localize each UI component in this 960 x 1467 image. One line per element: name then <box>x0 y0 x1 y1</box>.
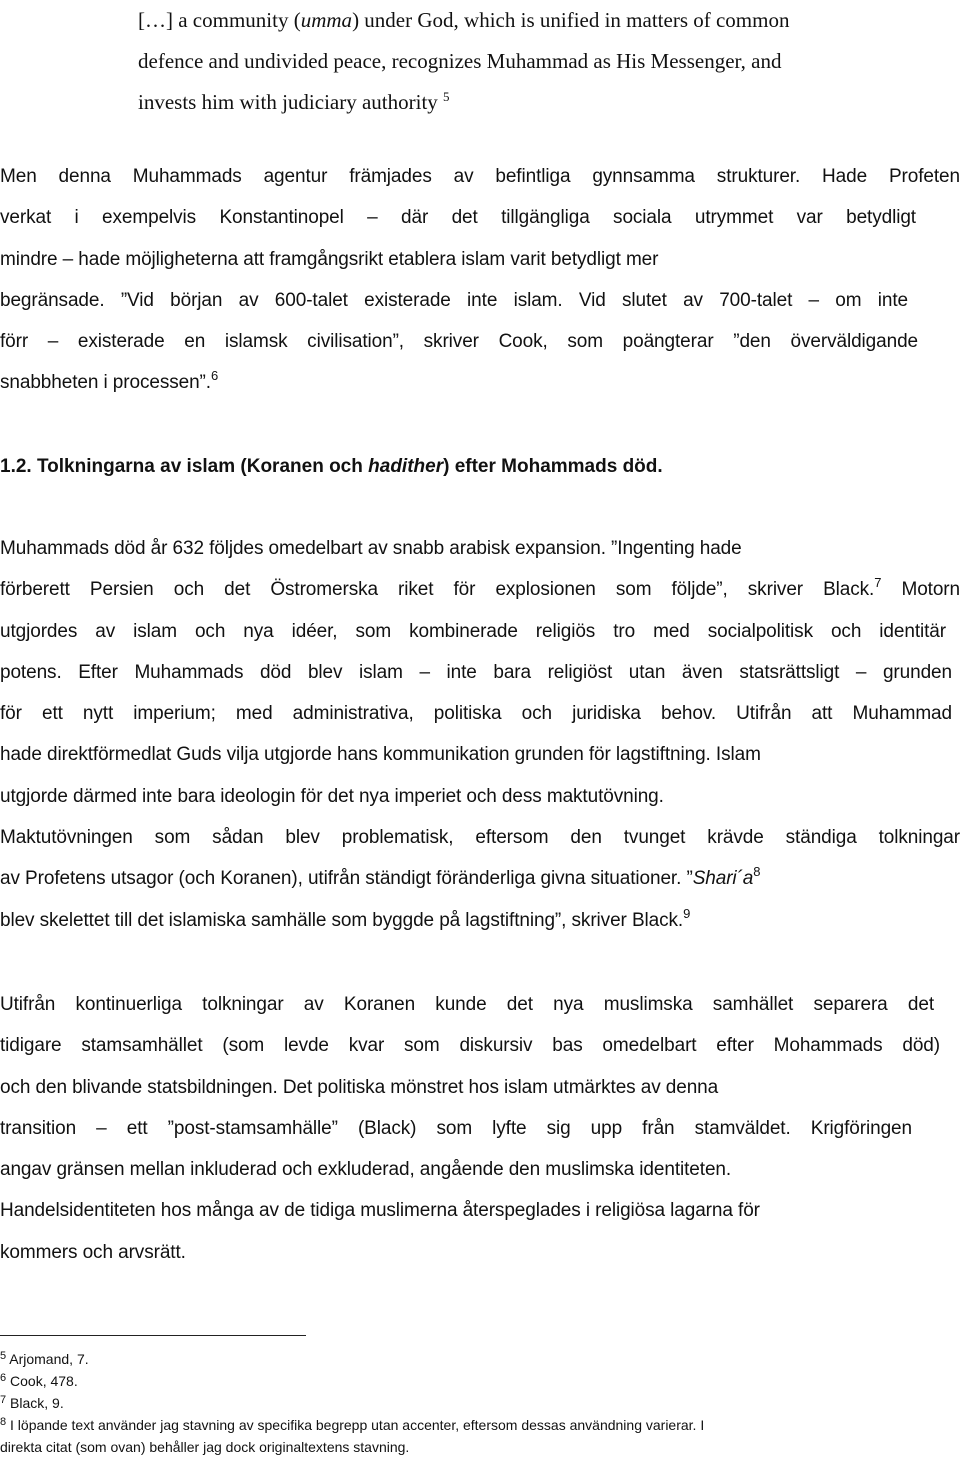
heading-italic-term: hadither <box>368 456 444 477</box>
text-line: utgjorde därmed inte bara ideologin för det nya imperiet och dess maktutövning. <box>0 785 664 807</box>
text-line: snabbheten i processen”.$^6$ <box>0 368 219 394</box>
footnote-6: $^6$ Cook, 478. <box>0 1372 78 1389</box>
text-line: mindre – hade möjligheterna att framgångsrikt etablera islam varit betydligt mer <box>0 248 659 270</box>
text-line: Handelsidentiteten hos många av de tidiga muslimerna återspeglades i religiösa lagarna för <box>0 1200 760 1222</box>
quote-italic-term: umma <box>300 8 353 32</box>
paragraph-2 <box>0 528 960 941</box>
text-line: potens. Efter Muhammads död blev islam – inte bara religiöst utan även statsrättsligt – grunden <box>0 661 952 683</box>
quote-line: […] a community (umma) under God, which is unified in matters of common <box>138 8 790 32</box>
text-line: kommers och arvsrätt. <box>0 1241 186 1263</box>
footnote-5: $^5$ Arjomand, 7. <box>0 1350 89 1367</box>
footnote-8-continued: direkta citat (som ovan) behåller jag dock originaltextens stavning. <box>0 1439 410 1455</box>
text-line: och den blivande statsbildningen. Det politiska mönstret hos islam utmärktes av denna <box>0 1076 719 1098</box>
footnote-ref[interactable]: 8 <box>753 864 761 880</box>
footnote-ref[interactable]: 7 <box>874 575 882 591</box>
paragraph-3 <box>0 984 960 1273</box>
footnote-separator <box>0 1335 306 1336</box>
text-line: för ett nytt imperium; med administrativa, politiska och juridiska behov. Utifrån att Muhammad <box>0 703 952 725</box>
text-line: hade direktförmedlat Guds vilja utgjorde hans kommunikation grunden för lagstiftning. Islam <box>0 744 761 766</box>
footnote-7: $^7$ Black, 9. <box>0 1394 64 1411</box>
text-line: Maktutövningen som sådan blev problematisk, eftersom den tvunget krävde ständiga tolkningar <box>0 827 960 849</box>
text-line: tidigare stamsamhället (som levde kvar som diskursiv bas omedelbart efter Mohammads död) <box>0 1035 940 1057</box>
footnote-ref[interactable]: 9 <box>683 905 691 921</box>
text-line: verkat i exempelvis Konstantinopel – där det tillgängliga sociala utrymmet var betydligt <box>0 207 916 229</box>
footnote-ref[interactable]: 5 <box>443 89 450 104</box>
shari-a-term: Shari´a <box>692 868 754 890</box>
text-line: förr – existerade en islamsk civilisation”, skriver Cook, som poängterar ”den överväldigande <box>0 331 918 353</box>
paragraph-1 <box>0 156 960 404</box>
text-line: Muhammads död år 632 följdes omedelbart av snabb arabisk expansion. ”Ingenting hade <box>0 538 742 559</box>
text-line: transition – ett ”post-stamsamhälle” (Black) som lyfte sig upp från stamväldet. Krigföringen <box>0 1117 912 1139</box>
text-line: utgjordes av islam och nya idéer, som kombinerade religiös tro med socialpolitisk och identitär <box>0 620 946 642</box>
footnote-8: $^8$ I löpande text använder jag stavning av specifika begrepp utan accenter, eftersom dessas användning varierar. I <box>0 1416 705 1433</box>
section-heading: 1.2. Tolkningarna av islam (Koranen och hadither) efter Mohammads död. <box>0 456 663 477</box>
text-line: begränsade. ”Vid början av 600-talet existerade inte islam. Vid slutet av 700-talet – om inte <box>0 289 908 311</box>
text-line: blev skelettet till det islamiska samhälle som byggde på lagstiftning”, skriver Black.$^9$ <box>0 905 691 931</box>
quote-line: invests him with judiciary authority $^5$ <box>138 89 450 114</box>
text-line: Utifrån kontinuerliga tolkningar av Koranen kunde det nya muslimska samhället separera det <box>0 994 934 1015</box>
block-quote <box>138 0 938 123</box>
text-line: angav gränsen mellan inkluderad och exkluderad, angående den muslimska identiteten. <box>0 1159 732 1181</box>
text-line: förberett Persien och det Östromerska riket för explosionen som följde”, skriver Black.$^7$ Motorn <box>0 575 960 601</box>
footnotes <box>0 1348 960 1458</box>
text-line: av Profetens utsagor (och Koranen), utifrån ständigt föränderliga givna situationer. $”Shari´a^8$ <box>0 864 761 890</box>
text-line: Men denna Muhammads agentur främjades av befintliga gynnsamma strukturer. Hade Profeten <box>0 166 960 187</box>
quote-line: defence and undivided peace, recognizes Muhammad as His Messenger, and <box>138 49 782 73</box>
footnote-ref[interactable]: 6 <box>210 368 219 384</box>
